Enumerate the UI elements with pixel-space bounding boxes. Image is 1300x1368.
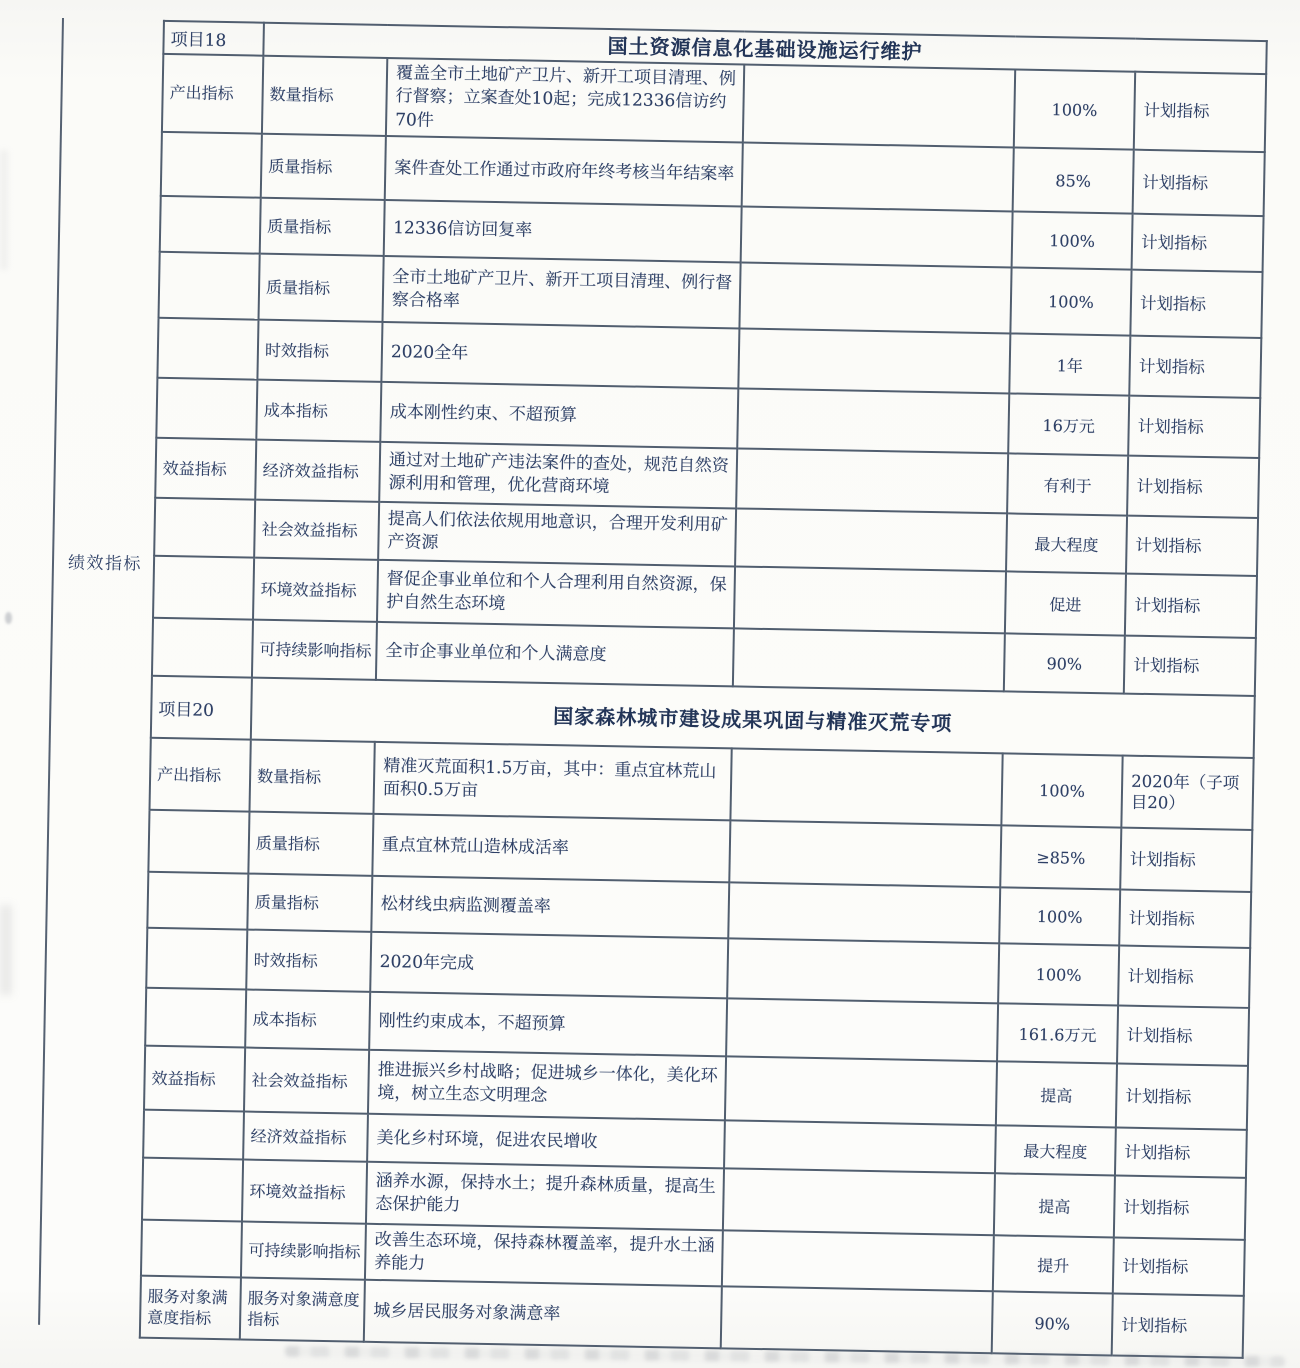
- indicator-cell: 质量指标: [248, 812, 373, 876]
- description-cell: 美化乡村环境，促进农民增收: [367, 1114, 725, 1169]
- indicator-cell: 成本指标: [256, 380, 381, 442]
- value-cell: 100%: [1010, 268, 1131, 336]
- empty-cell: [722, 1231, 994, 1292]
- type-cell: 计划指标: [1114, 1176, 1246, 1240]
- category-cell: [160, 196, 261, 254]
- empty-cell: [725, 1057, 997, 1126]
- empty-cell: [739, 263, 1011, 334]
- project-id-cell: 项目20: [151, 676, 252, 740]
- type-cell: 计划指标: [1115, 1128, 1247, 1178]
- type-cell: 计划指标: [1120, 828, 1252, 892]
- indicator-cell: 环境效益指标: [242, 1160, 367, 1224]
- empty-cell: [743, 65, 1015, 148]
- description-cell: 2020年完成: [370, 932, 728, 999]
- indicator-cell: 服务对象满意度指标: [240, 1278, 365, 1342]
- indicator-cell: 时效指标: [257, 320, 382, 382]
- indicator-cell: 社会效益指标: [244, 1048, 369, 1114]
- value-cell: 促进: [1005, 572, 1126, 636]
- indicator-cell: 质量指标: [260, 198, 385, 256]
- project-title: 国土资源信息化基础设施运行维护: [263, 23, 1266, 74]
- category-cell: [161, 132, 262, 198]
- category-cell: [147, 872, 248, 930]
- type-cell: 计划指标: [1133, 150, 1265, 216]
- description-cell: 改善生态环境，保持森林覆盖率，提升水土涵养能力: [365, 1224, 723, 1287]
- type-cell: 计划指标: [1130, 270, 1262, 338]
- type-cell: 计划指标: [1128, 396, 1260, 458]
- indicator-cell: 数量指标: [249, 740, 374, 814]
- empty-cell: [729, 821, 1001, 888]
- type-cell: 计划指标: [1127, 456, 1259, 518]
- type-cell: 计划指标: [1124, 636, 1256, 696]
- value-cell: 16万元: [1008, 394, 1129, 456]
- category-cell: 产出指标: [162, 54, 263, 134]
- description-cell: 12336信访回复率: [384, 200, 742, 263]
- project-title: 国家森林城市建设成果巩固与精准灭荒专项: [251, 678, 1255, 758]
- empty-cell: [742, 143, 1014, 212]
- scan-smudge: [5, 612, 12, 624]
- description-cell: 全市企事业单位和个人满意度: [376, 622, 734, 687]
- indicator-cell: 可持续影响指标: [241, 1222, 366, 1280]
- description-cell: 案件查处工作通过市政府年终考核当年结案率: [385, 136, 743, 207]
- scan-smudge: [0, 150, 8, 270]
- value-cell: 100%: [1001, 754, 1122, 828]
- type-cell: 计划指标: [1119, 890, 1251, 948]
- description-cell: 重点宜林荒山造林成活率: [372, 814, 730, 883]
- category-cell: [153, 556, 254, 620]
- indicator-cell: 经济效益指标: [243, 1112, 368, 1162]
- category-cell: 效益指标: [144, 1046, 245, 1112]
- empty-cell: [724, 1121, 996, 1174]
- indicator-table: [139, 20, 1268, 1359]
- category-cell: 效益指标: [155, 438, 256, 500]
- category-cell: [146, 928, 247, 990]
- empty-cell: [726, 999, 998, 1062]
- value-cell: 100%: [998, 944, 1119, 1006]
- type-cell: 计划指标: [1112, 1294, 1244, 1358]
- description-cell: 提高人们依法依规用地意识，合理开发利用矿产资源: [378, 502, 736, 567]
- indicator-cell: 质量指标: [258, 254, 383, 322]
- type-cell: 计划指标: [1125, 574, 1257, 638]
- description-cell: 涵养水源，保持水土；提升森林质量，提高生态保护能力: [366, 1162, 724, 1231]
- value-cell: 100%: [1014, 69, 1135, 150]
- type-cell: 计划指标: [1113, 1238, 1245, 1296]
- category-cell: [152, 618, 253, 678]
- empty-cell: [733, 629, 1005, 692]
- description-cell: 刚性约束成本，不超预算: [369, 992, 727, 1057]
- description-cell: 推进振兴乡村战略；促进城乡一体化，美化环境，树立生态文明理念: [368, 1050, 726, 1121]
- type-cell: 2020年（子项目20）: [1121, 756, 1253, 830]
- type-cell: 计划指标: [1117, 1006, 1249, 1066]
- value-cell: 有利于: [1007, 454, 1128, 516]
- type-cell: 计划指标: [1126, 516, 1258, 576]
- value-cell: 提高: [994, 1174, 1115, 1238]
- empty-cell: [736, 449, 1008, 514]
- value-cell: 85%: [1013, 148, 1134, 214]
- type-cell: 计划指标: [1129, 336, 1261, 398]
- category-cell: [145, 988, 246, 1048]
- empty-cell: [721, 1287, 993, 1354]
- value-cell: ≥85%: [1000, 826, 1121, 890]
- category-cell: [143, 1110, 244, 1160]
- empty-cell: [728, 883, 1000, 944]
- empty-cell: [737, 389, 1009, 454]
- type-cell: 计划指标: [1116, 1064, 1248, 1130]
- empty-cell: [738, 329, 1010, 394]
- category-cell: [157, 318, 258, 380]
- category-cell: [159, 252, 260, 320]
- indicator-cell: 时效指标: [246, 930, 371, 992]
- value-cell: 1年: [1009, 334, 1130, 396]
- description-cell: 通过对土地矿产违法案件的查处，规范自然资源利用和管理，优化营商环境: [379, 442, 737, 509]
- value-cell: 90%: [992, 1292, 1113, 1356]
- description-cell: 城乡居民服务对象满意率: [364, 1280, 722, 1349]
- category-cell: [141, 1220, 242, 1278]
- category-cell: [156, 378, 257, 440]
- description-cell: 精准灭荒面积1.5万亩，其中：重点宜林荒山面积0.5万亩: [373, 742, 731, 821]
- category-cell: 服务对象满意度指标: [140, 1276, 241, 1340]
- category-cell: [148, 810, 249, 874]
- description-cell: 松材线虫病监测覆盖率: [371, 876, 729, 939]
- type-cell: 计划指标: [1132, 214, 1264, 272]
- indicator-cell: 质量指标: [247, 874, 372, 932]
- value-cell: 最大程度: [995, 1126, 1116, 1176]
- category-cell: 产出指标: [149, 738, 250, 812]
- description-cell: 成本刚性约束、不超预算: [380, 382, 738, 449]
- description-cell: 全市土地矿产卫片、新开工项目清理、例行督察合格率: [382, 256, 740, 329]
- indicator-cell: 可持续影响指标: [252, 620, 377, 680]
- empty-cell: [730, 749, 1002, 826]
- value-cell: 100%: [999, 888, 1120, 946]
- scan-smudge: [0, 905, 12, 995]
- empty-cell: [723, 1169, 995, 1236]
- indicator-cell: 经济效益指标: [255, 440, 380, 502]
- description-cell: 2020全年: [381, 322, 739, 389]
- project-id-cell: 项目18: [163, 21, 264, 56]
- indicator-cell: 成本指标: [245, 990, 370, 1050]
- indicator-cell: 质量指标: [261, 134, 386, 200]
- value-cell: 90%: [1004, 634, 1125, 694]
- value-cell: 提升: [993, 1236, 1114, 1294]
- scanned-sheet: [38, 18, 1268, 1352]
- value-cell: 最大程度: [1006, 514, 1127, 574]
- description-cell: 覆盖全市土地矿产卫片、新开工项目清理、例行督察；立案查处10起；完成12336信访约70件: [386, 58, 744, 143]
- empty-cell: [735, 509, 1007, 572]
- type-cell: 计划指标: [1134, 72, 1266, 153]
- empty-cell: [741, 207, 1013, 268]
- description-cell: 督促企事业单位和个人合理利用自然资源，保护自然生态环境: [377, 560, 735, 629]
- category-cell: [154, 498, 255, 558]
- performance-indicator-label: 绩效指标: [67, 553, 143, 575]
- indicator-cell: 环境效益指标: [253, 558, 378, 622]
- indicator-cell: 数量指标: [262, 56, 387, 137]
- value-cell: 161.6万元: [997, 1004, 1118, 1064]
- indicator-cell: 社会效益指标: [254, 500, 379, 560]
- value-cell: 100%: [1012, 212, 1133, 270]
- empty-cell: [727, 939, 999, 1004]
- empty-cell: [734, 567, 1006, 634]
- value-cell: 提高: [996, 1062, 1117, 1128]
- category-cell: [142, 1158, 243, 1222]
- type-cell: 计划指标: [1118, 946, 1250, 1008]
